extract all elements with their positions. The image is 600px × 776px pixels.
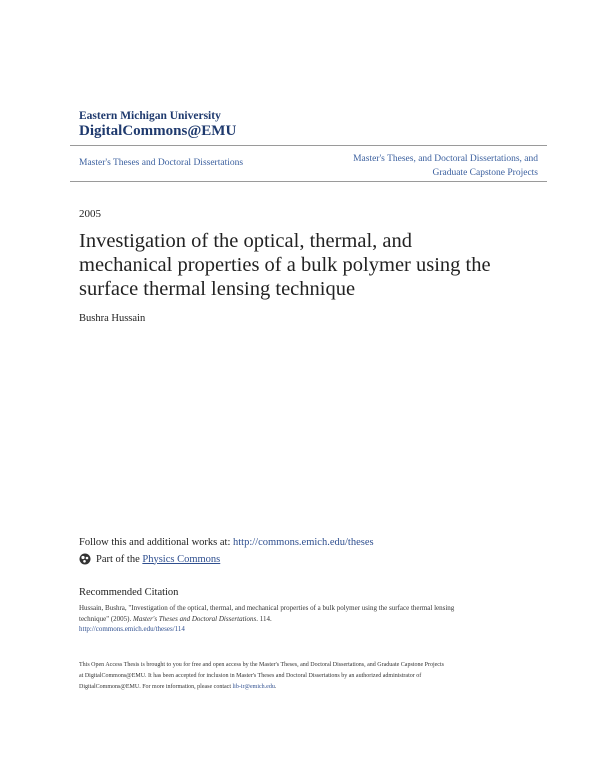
citation-number: . 114. [256,614,272,623]
footer-notice [79,660,549,693]
footer-contact-text: DigitalCommons@EMU. For more information, please contact [79,684,233,690]
title-line-1: Investigation of the optical, thermal, and [79,230,413,252]
citation-url[interactable]: http://commons.emich.edu/theses/114 [79,625,185,633]
footer-line-3 [79,682,549,693]
footer-line-2: at DigitalCommons@EMU. It has been accepted for inclusion in Master's Theses and Doctoral Dissertations by an authorized administrator of [79,673,422,679]
follow-line [79,537,374,548]
citation-line-1: Hussain, Bushra, "Investigation of the optical, thermal, and mechanical properties of a bulk polymer using the surface thermal lensing [79,604,455,612]
contact-email-link[interactable]: lib-ir@emich.edu [232,684,275,690]
recommended-citation [79,603,549,635]
citation-text: technique" (2005). [79,614,133,623]
follow-link[interactable]: http://commons.emich.edu/theses [233,537,374,548]
part-of-line [79,553,220,565]
title-line-2: mechanical properties of a bulk polymer using the [79,254,491,276]
collection-link-right[interactable] [298,152,538,180]
author-name: Bushra Hussain [79,313,146,324]
top-divider [70,145,547,146]
commons-network-icon [79,553,91,565]
footer-line-1: This Open Access Thesis is brought to you for free and open access by the Master's Theses, and Doctoral Dissertations, and Graduate Capstone Projects [79,662,444,668]
collection-right-line2: Graduate Capstone Projects [432,168,538,178]
recommended-citation-heading: Recommended Citation [79,587,179,598]
footer-period: . [274,684,277,690]
follow-label: Follow this and additional works at: [79,537,233,548]
citation-journal: Master's Theses and Doctoral Dissertations [132,614,257,623]
university-name: Eastern Michigan University [79,110,221,122]
collection-link-left[interactable]: Master's Theses and Doctoral Dissertations [79,158,244,168]
part-of-label: Part of the [96,553,140,565]
collection-right-line1: Master's Theses, and Doctoral Dissertations, and [353,154,538,164]
publication-year: 2005 [79,208,101,220]
title-line-3: surface thermal lensing technique [79,278,356,300]
document-title [79,229,539,301]
bottom-divider [70,181,547,182]
repository-name[interactable]: DigitalCommons@EMU [79,123,237,139]
citation-line-2 [79,614,549,625]
physics-commons-link[interactable]: Physics Commons [142,553,221,565]
